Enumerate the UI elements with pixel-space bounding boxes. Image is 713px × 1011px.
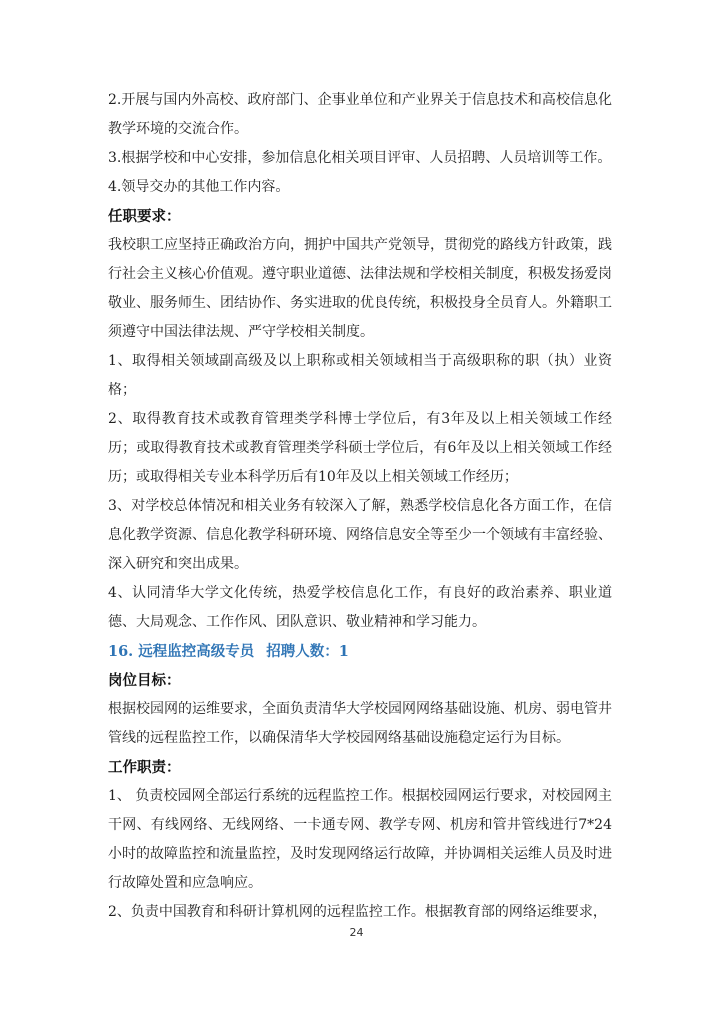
requirement-item: 3、对学校总体情况和相关业务有较深入了解，熟悉学校信息化各方面工作，在信息化教学资源、信息化教学科研环境、网络信息安全等至少一个领域有丰富经验、深入研究和突出成果。 [108,498,612,572]
prev-duty-item: 3.根据学校和中心安排，参加信息化相关项目评审、人员招聘、人员培训等工作。 [108,150,612,166]
prev-duty-item: 2.开展与国内外高校、政府部门、企事业单位和产业界关于信息技术和高校信息化教学环境的交流合作。 [108,92,612,137]
goal-text: 根据校园网的运维要求，全面负责清华大学校园网网络基础设施、机房、弱电管井管线的远程监控工作，以确保清华大学校园网络基础设施稳定运行为目标。 [108,701,612,746]
duty-item: 2、负责中国教育和科研计算机网的远程监控工作。根据教育部的网络运维要求， [108,904,607,920]
duties-heading: 工作职责： [108,759,181,776]
page-content [108,86,612,927]
duty-item: 1、 负责校园网全部运行系统的远程监控工作。根据校园网运行要求，对校园网主干网、有线网络、无线网络、一卡通专网、教学专网、机房和管井管线进行7*24小时的故障监控和流量监控，及时发现网络运行故障，并协调相关运维人员及时进行故障处置和应急响应。 [108,788,612,891]
headcount-label: 招聘人数：1 [266,643,349,660]
requirement-item: 4、认同清华大学文化传统，热爱学校信息化工作，有良好的政治素养、职业道德、大局观念、工作作风、团队意识、敬业精神和学习能力。 [108,585,612,630]
page-number: 24 [349,926,364,939]
prev-duty-item: 4.领导交办的其他工作内容。 [108,179,290,195]
requirement-item: 1、取得相关领域副高级及以上职称或相关领域相当于高级职称的职（执）业资格； [108,353,612,398]
position-title: 16. 远程监控高级专员 [108,643,255,660]
position-title-line [108,637,612,666]
goal-heading: 岗位目标： [108,672,181,689]
requirements-heading: 任职要求： [108,208,181,225]
requirement-item: 2、取得教育技术或教育管理类学科博士学位后，有3年及以上相关领域工作经历；或取得教育技术或教育管理类学科硕士学位后，有6年及以上相关领域工作经历；或取得相关专业本科学历后有10年及以上相关领域工作经历； [108,411,612,485]
requirements-intro: 我校职工应坚持正确政治方向，拥护中国共产党领导，贯彻党的路线方针政策，践行社会主义核心价值观。遵守职业道德、法律法规和学校相关制度，积极发扬爱岗敬业、服务师生、团结协作、务实进取的优良传统，积极投身全员育人。外籍职工须遵守中国法律法规、严守学校相关制度。 [108,237,612,340]
